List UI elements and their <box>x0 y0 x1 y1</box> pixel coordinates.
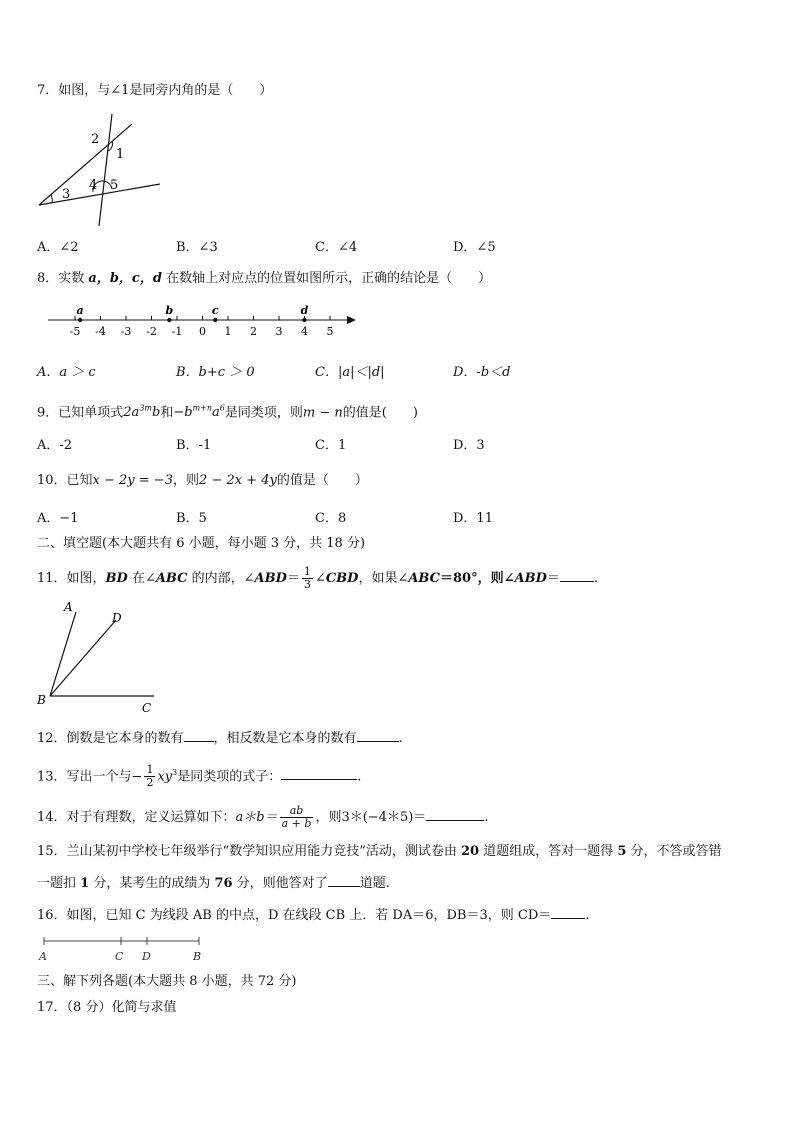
q11-fraction <box>302 566 313 591</box>
q10-condition: x − 2y = −3 <box>92 473 173 488</box>
q8-tick-label: -1 <box>171 325 183 338</box>
q9-term2 <box>173 405 225 420</box>
q7-label-3: 3 <box>62 187 71 202</box>
q16-label-b: B <box>193 950 202 963</box>
q7-label-1: 1 <box>116 147 125 162</box>
q15-line1-b: 道题组成，答对一题得 <box>479 844 618 859</box>
q9-term1-base: 2a <box>123 405 140 421</box>
q7-option-c[interactable]: C．∠4 <box>315 240 358 255</box>
q7-line-bottom <box>39 184 160 205</box>
q9-stem-c: 是同类项，则 <box>224 405 303 421</box>
q14-frac-num: ab <box>280 805 314 818</box>
q8-axis-arrow <box>347 316 356 324</box>
q10-stem-c: 的值是（ ） <box>276 473 368 488</box>
q11-ray-ba <box>50 612 76 696</box>
q11-label-b: B <box>37 693 46 707</box>
q10-option-a[interactable]: A．−1 <box>37 511 79 526</box>
q11-cbd: CBD <box>325 571 359 586</box>
q8-stem-prefix: 8．实数 <box>37 271 89 286</box>
q14-frac-den: a + b <box>281 817 312 830</box>
q16-stem-end: . <box>585 908 590 923</box>
q15-line2-a: 一题扣 <box>37 876 81 891</box>
q11-stem-c: 的内部，∠ <box>187 571 255 586</box>
q8-tick-label: 1 <box>224 325 232 338</box>
q7-option-b[interactable]: B．∠3 <box>176 240 218 255</box>
q16-label-d: D <box>142 950 151 963</box>
q12-stem-a: 12．倒数是它本身的数有 <box>37 731 184 746</box>
q8-number-line <box>44 300 364 342</box>
q13-stem-c: . <box>357 769 362 785</box>
q8-option-a[interactable]: A．a ＞ c <box>37 365 96 380</box>
q11-ray-bd <box>50 620 116 696</box>
q8-stem-suffix: 在数轴上对应点的位置如图所示，正确的结论是（ ） <box>161 271 492 286</box>
q13-minus: − <box>131 769 143 785</box>
q9-option-b[interactable]: B．-1 <box>176 438 212 453</box>
q9-term2-sup: m+n <box>192 404 213 413</box>
q13-term: xy <box>157 769 173 785</box>
q8-tick-label: -4 <box>95 325 106 338</box>
q12-stem-b: ，相反数是它本身的数有 <box>213 731 357 746</box>
q11-label-c: C <box>142 701 152 715</box>
q13-frac-den: 2 <box>146 776 154 790</box>
q8-tick-label: -3 <box>120 325 132 338</box>
section-3-heading: 三、解下列各题(本大题共 8 小题，共 72 分) <box>37 974 297 989</box>
q10-stem-b: ，则 <box>172 473 199 488</box>
q16-label-c: C <box>115 950 124 963</box>
q10-option-b[interactable]: B．5 <box>176 511 207 526</box>
q9-option-a[interactable]: A．-2 <box>37 438 73 453</box>
q11-abc2: ABC <box>408 571 441 586</box>
q15-answer-blank[interactable] <box>328 873 360 887</box>
q11-stem-e: ∠ <box>314 571 326 586</box>
q11-bd: BD <box>105 571 128 586</box>
q14-stem-a: 14．对于有理数，定义运算如下： <box>37 810 236 825</box>
q11-stem-f: ，如果∠ <box>358 571 409 586</box>
q11-abc: ABC <box>155 571 188 586</box>
q7-label-2: 2 <box>91 132 100 147</box>
q15-n1: 20 <box>460 844 480 859</box>
q15-n3: 1 <box>80 876 90 891</box>
q11-stem <box>37 566 598 591</box>
q11-figure <box>34 600 164 718</box>
q15-line1-c: 分，不答或答错 <box>626 844 722 859</box>
q8-tick-label: 4 <box>301 325 308 338</box>
q7-stem: 7．如图，与∠1是同旁内角的是（ ） <box>37 83 273 98</box>
q8-point-label-c: c <box>211 304 219 317</box>
q9-term2-tail: a <box>212 405 220 421</box>
q13-answer-blank[interactable] <box>281 766 357 780</box>
q8-point-a <box>78 318 82 322</box>
q8-option-d[interactable]: D．-b＜d <box>453 365 511 380</box>
q14-expr: 3＊(−4＊5)＝ <box>341 810 427 825</box>
q9-term1 <box>123 405 160 420</box>
q11-answer-blank[interactable] <box>560 568 594 582</box>
q16-stem <box>37 905 589 925</box>
q15-n4: 76 <box>214 876 233 891</box>
q7-option-a[interactable]: A．∠2 <box>37 240 79 255</box>
q13-stem-b: 是同类项的式子： <box>177 769 282 785</box>
q8-tick-label: 2 <box>250 325 257 338</box>
q10-option-d[interactable]: D．11 <box>453 511 493 526</box>
q15-line2-b: 分，某考生的成绩为 <box>89 876 215 891</box>
q14-stem <box>37 805 488 830</box>
q11-label-d: D <box>112 611 122 625</box>
q11-stem-d: ＝ <box>286 571 300 586</box>
q8-tick-label: 0 <box>199 325 206 338</box>
q10-stem <box>37 472 368 490</box>
q12-stem <box>37 728 403 748</box>
q8-tick-label: 5 <box>326 325 334 338</box>
q11-stem-a: 11．如图， <box>37 571 106 586</box>
q7-figure <box>36 114 176 234</box>
q11-stem-b: 在∠ <box>127 571 156 586</box>
q16-answer-blank[interactable] <box>551 905 585 919</box>
q7-transversal <box>99 114 112 226</box>
q9-term2-sup2: 6 <box>219 404 225 413</box>
q12-answer-blank-2[interactable] <box>357 728 399 742</box>
q15-n2: 5 <box>617 844 627 859</box>
q9-option-c[interactable]: C．1 <box>315 438 347 453</box>
q11-abd2: ABD <box>514 571 547 586</box>
q8-point-label-b: b <box>165 304 174 317</box>
q15-line-1 <box>37 843 722 861</box>
q9-stem <box>37 400 418 422</box>
q13-stem <box>37 764 361 789</box>
q11-abd: ABD <box>254 571 287 586</box>
q7-label-5: 5 <box>110 178 119 193</box>
q15-line1-a: 15．兰山某初中学校七年级举行“数学知识应用能力竞技”活动，测试卷由 <box>37 844 461 859</box>
q8-point-c <box>213 318 217 322</box>
q8-tick-label: 3 <box>275 325 283 338</box>
q14-answer-blank[interactable] <box>426 807 484 821</box>
q11-frac-den: 3 <box>303 578 311 591</box>
q8-option-b[interactable]: B．b+c ＞ 0 <box>176 365 255 380</box>
q8-point-label-d: d <box>300 304 309 317</box>
q8-tick-label: -2 <box>146 325 157 338</box>
q11-label-a: A <box>64 600 73 614</box>
q15-line2-d: 道题. <box>359 876 390 891</box>
q8-point-d <box>302 318 306 322</box>
q12-answer-blank-1[interactable] <box>184 728 214 742</box>
q10-option-c[interactable]: C．8 <box>315 511 347 526</box>
q9-stem-b: 和 <box>160 405 174 421</box>
q8-point-label-a: a <box>76 304 84 317</box>
q15-line-2 <box>37 873 390 893</box>
q11-stem-i: . <box>593 571 599 586</box>
q17-stem: 17．（8 分）化简与求值 <box>37 1000 177 1015</box>
q13-stem-a: 13．写出一个与 <box>37 769 132 785</box>
q7-arc-3 <box>51 195 52 203</box>
q8-point-b <box>167 318 171 322</box>
q11-stem-h: ＝ <box>546 571 560 586</box>
q9-expr: m − n <box>302 405 343 421</box>
q13-frac-num: 1 <box>146 763 154 777</box>
q9-stem-a: 9．已知单项式 <box>37 405 124 421</box>
section-2-heading: 二、填空题(本大题共有 6 小题，每小题 3 分，共 18 分) <box>37 536 366 551</box>
q15-line2-c: 分，则他答对了 <box>232 876 328 891</box>
q13-term-sup: 3 <box>172 768 178 777</box>
q16-stem-text: 16．如图，已知 C 为线段 AB 的中点，D 在线段 CB 上．若 DA＝6，DB＝3，则 CD＝ <box>37 908 552 923</box>
q14-stem-b: ，则 <box>315 810 342 825</box>
q12-stem-c: . <box>398 731 403 746</box>
q8-stem-vars: a，b，c，d <box>88 271 162 286</box>
q7-option-d[interactable]: D．∠5 <box>453 240 496 255</box>
q10-stem-a: 10．已知 <box>37 473 93 488</box>
q14-lhs: a＊b＝ <box>235 810 278 825</box>
q9-term1-sup: 3m <box>139 404 152 413</box>
q16-label-a: A <box>39 950 47 963</box>
q7-label-4: 4 <box>89 178 98 193</box>
q8-stem <box>37 270 491 288</box>
q11-frac-num: 1 <box>303 565 311 578</box>
q8-tick-label: -5 <box>69 325 81 338</box>
q9-term1-tail: b <box>152 405 161 421</box>
q14-fraction <box>280 805 314 830</box>
q9-stem-d: 的值是( ) <box>342 405 418 421</box>
q13-fraction <box>144 764 155 789</box>
q9-option-d[interactable]: D．3 <box>453 438 485 453</box>
q10-expr: 2 − 2x + 4y <box>199 473 277 488</box>
q14-stem-c: . <box>484 810 489 825</box>
q11-stem-g: ＝80°，则∠ <box>440 571 515 586</box>
q8-option-c[interactable]: C．|a|＜|d| <box>315 365 385 380</box>
q9-term2-base: −b <box>173 405 193 421</box>
q16-figure <box>36 934 216 966</box>
